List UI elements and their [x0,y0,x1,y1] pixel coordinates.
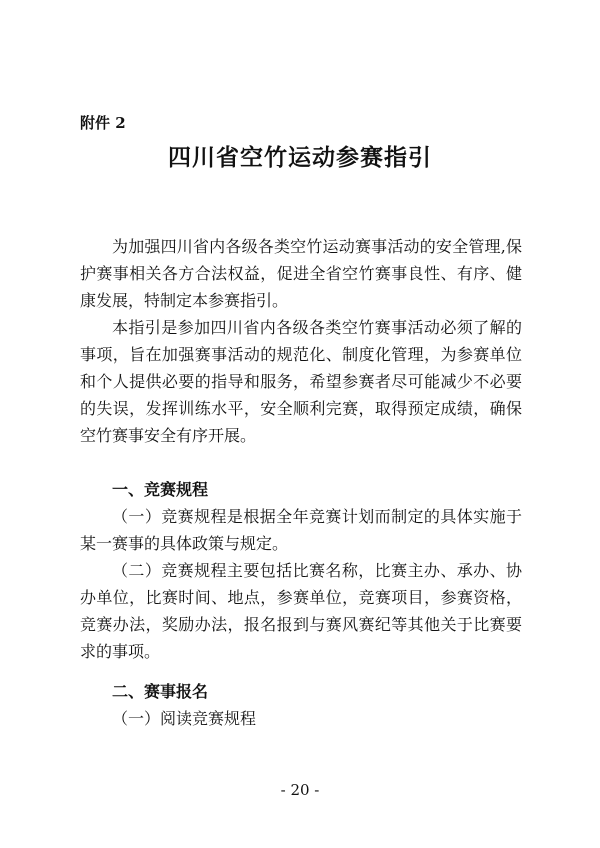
intro-paragraph-2: 本指引是参加四川省内各级各类空竹赛事活动必须了解的事项，旨在加强赛事活动的规范化、制度化管理，为参赛单位和个人提供必要的指导和服务，希望参赛者尽可能减少不必要的失误，发挥训练水平，安全顺利完赛，取得预定成绩，确保空竹赛事安全有序开展。 [80,318,522,445]
section-heading-registration: 二、赛事报名 [112,682,209,701]
page-number: - 20 - [280,781,320,799]
rules-item-2: （二）竞赛规程主要包括比赛名称，比赛主办、承办、协办单位，比赛时间、地点，参赛单位，竞赛项目，参赛资格，竞赛办法，奖励办法，报名报到与赛风赛纪等其他关于比赛要求的事项。 [80,561,522,661]
attachment-label: 附件 2 [80,114,126,132]
section-heading-competition-rules: 一、竞赛规程 [112,480,209,499]
rules-item-1: （一）竞赛规程是根据全年竞赛计划而制定的具体实施于某一赛事的具体政策与规定。 [80,507,522,553]
registration-item-1: （一）阅读竞赛规程 [112,709,257,728]
intro-paragraph-1: 为加强四川省内各级各类空竹运动赛事活动的安全管理,保护赛事相关各方合法权益，促进全省空竹赛事良性、有序、健康发展，特制定本参赛指引。 [80,237,522,310]
document-title: 四川省空竹运动参赛指引 [168,144,432,171]
